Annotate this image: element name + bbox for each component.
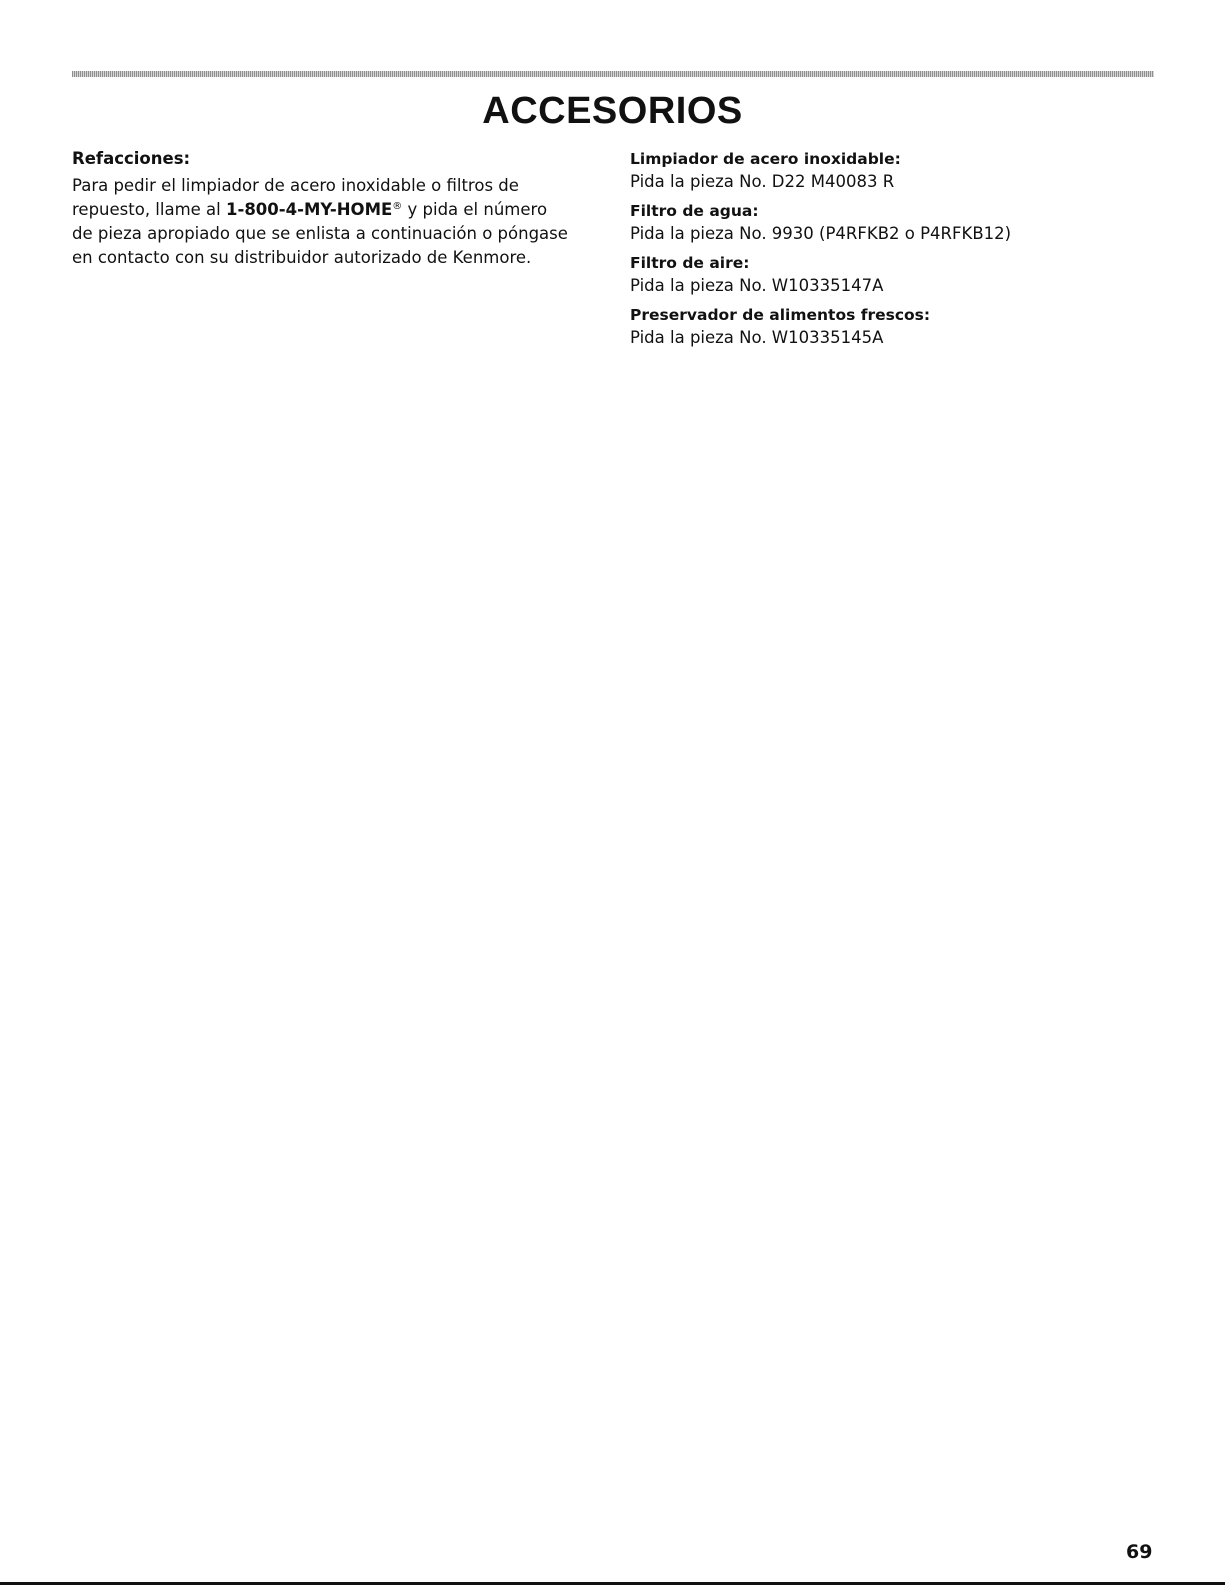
parts-list (630, 148, 1170, 356)
top-divider-rule (72, 71, 1154, 77)
part-item-freshness-preserver (630, 304, 1170, 350)
refacciones-section (72, 148, 572, 270)
part-number-text: Pida la pieza No. D22 M40083 R (630, 172, 895, 191)
part-item-water-filter (630, 200, 1170, 246)
part-number-text: Pida la pieza No. W10335145A (630, 328, 884, 347)
page-title: ACCESORIOS (482, 90, 743, 132)
part-number-text: Pida la pieza No. 9930 (P4RFKB2 o P4RFKB12) (630, 224, 1012, 243)
registered-mark: ® (392, 201, 403, 212)
part-label: Filtro de aire: (630, 254, 750, 272)
refacciones-text-before-phone: Para pedir el limpiador de acero inoxidable o filtros de repuesto, llame al (72, 176, 519, 219)
part-label: Filtro de agua: (630, 202, 759, 220)
phone-number: 1-800-4-MY-HOME (226, 200, 393, 219)
part-label: Preservador de alimentos frescos: (630, 306, 931, 324)
part-label: Limpiador de acero inoxidable: (630, 150, 901, 168)
refacciones-paragraph (72, 174, 572, 270)
part-number-text: Pida la pieza No. W10335147A (630, 276, 884, 295)
part-item-air-filter (630, 252, 1170, 298)
refacciones-text-after-phone: y pida el número de pieza apropiado que se enlista a continuación o póngase en contacto con su distribuidor autorizado de Kenmore. (72, 200, 568, 267)
page-number: 69 (1126, 1541, 1153, 1563)
part-item-stainless-cleaner (630, 148, 1170, 194)
refacciones-heading: Refacciones: (72, 149, 191, 168)
